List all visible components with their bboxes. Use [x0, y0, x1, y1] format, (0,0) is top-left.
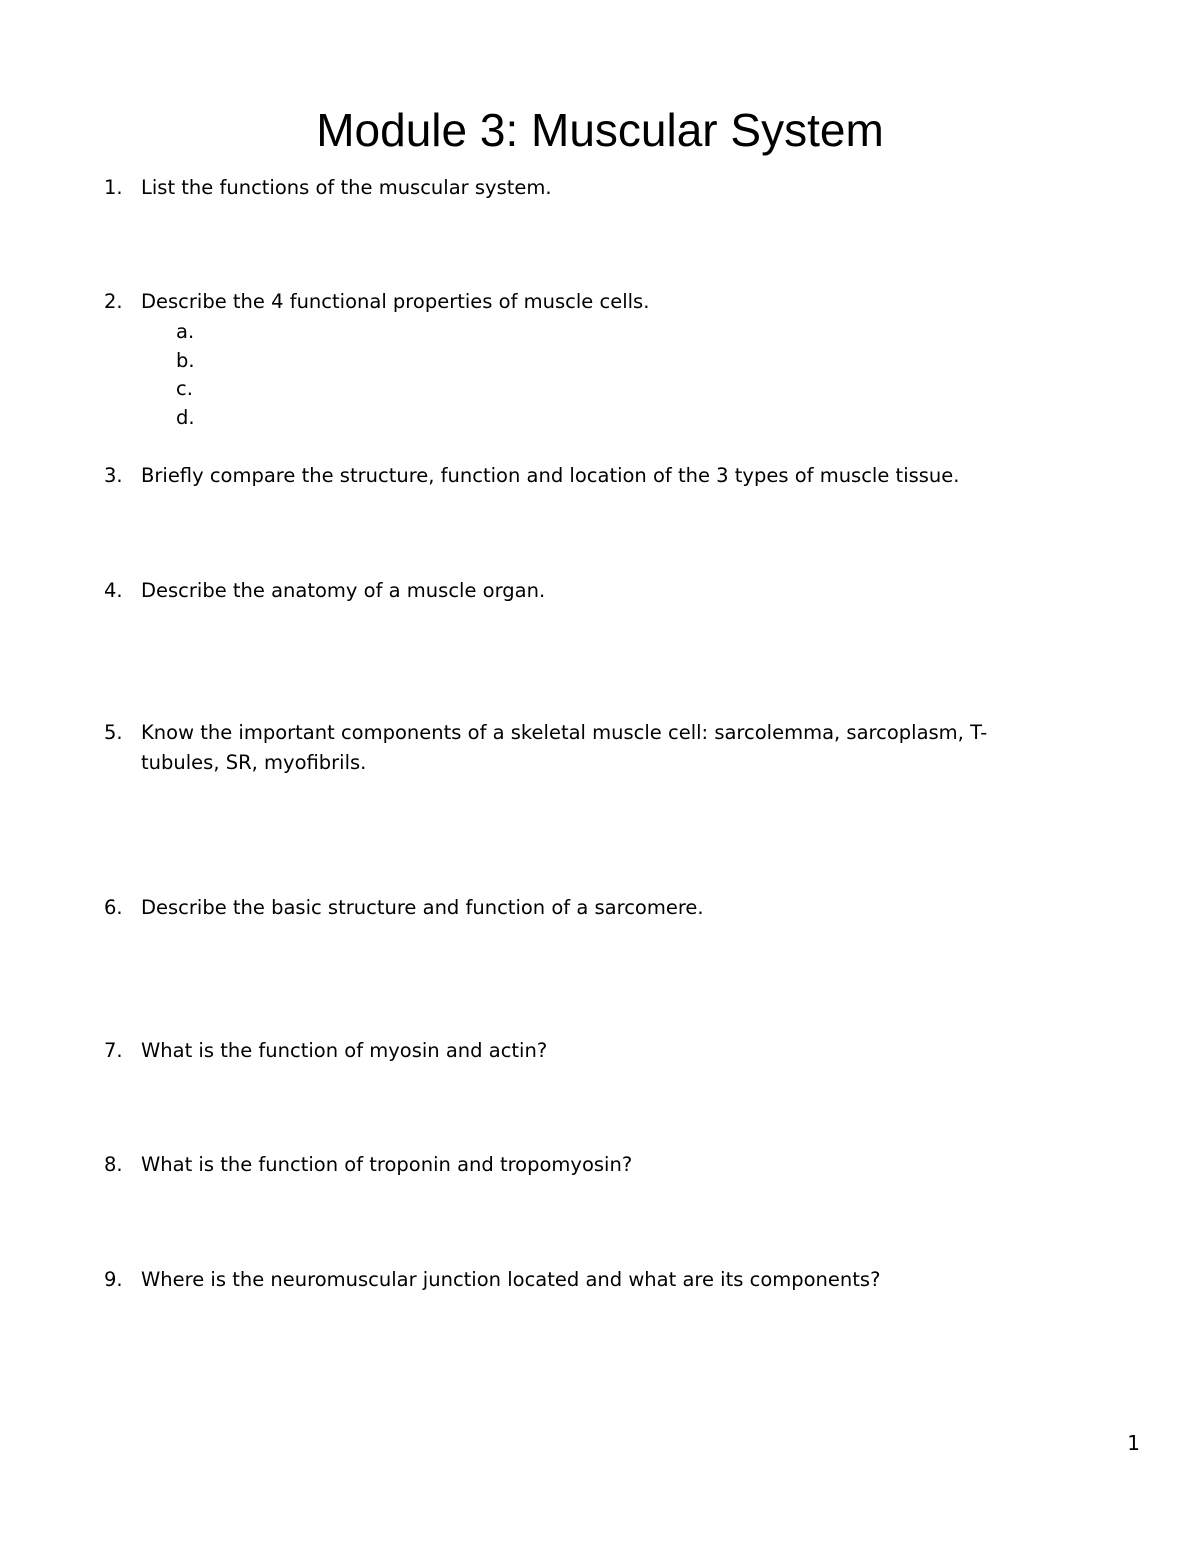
- question-number: 4.: [104, 579, 123, 602]
- question-number: 7.: [104, 1039, 123, 1062]
- question-8: [104, 1150, 1064, 1180]
- question-5: [104, 718, 1064, 778]
- question-text: Describe the anatomy of a muscle organ.: [141, 579, 546, 602]
- question-2: [104, 287, 1064, 317]
- question-text: What is the function of myosin and actin?: [141, 1039, 548, 1062]
- question-7: [104, 1036, 1064, 1066]
- question-6: [104, 893, 1064, 923]
- question-number: 6.: [104, 896, 123, 919]
- sub-item-c: c.: [176, 377, 193, 400]
- page-title: Module 3: Muscular System: [316, 104, 884, 156]
- question-text: Describe the basic structure and function of a sarcomere.: [141, 896, 704, 919]
- question-number: 9.: [104, 1268, 123, 1291]
- question-text: What is the function of troponin and tropomyosin?: [141, 1153, 633, 1176]
- question-number: 1.: [104, 176, 123, 199]
- question-number: 3.: [104, 464, 123, 487]
- question-4: [104, 576, 1064, 606]
- question-text: Where is the neuromuscular junction located and what are its components?: [141, 1268, 881, 1291]
- question-number: 5.: [104, 721, 123, 744]
- question-1: [104, 173, 1064, 203]
- sub-item-d: d.: [176, 406, 195, 429]
- question-text: Know the important components of a skeletal muscle cell: sarcolemma, sarcoplasm, T-tubules, SR, myofibrils.: [141, 721, 988, 774]
- question-number: 8.: [104, 1153, 123, 1176]
- sub-item-a: a.: [176, 320, 195, 343]
- question-text: Briefly compare the structure, function and location of the 3 types of muscle tissue.: [141, 464, 960, 487]
- question-9: [104, 1265, 1064, 1295]
- sub-item-b: b.: [176, 349, 195, 372]
- question-text: Describe the 4 functional properties of muscle cells.: [141, 290, 650, 313]
- page-number: 1: [1127, 1431, 1140, 1455]
- question-3: [104, 461, 1064, 491]
- question-text: List the functions of the muscular system.: [141, 176, 552, 199]
- question-number: 2.: [104, 290, 123, 313]
